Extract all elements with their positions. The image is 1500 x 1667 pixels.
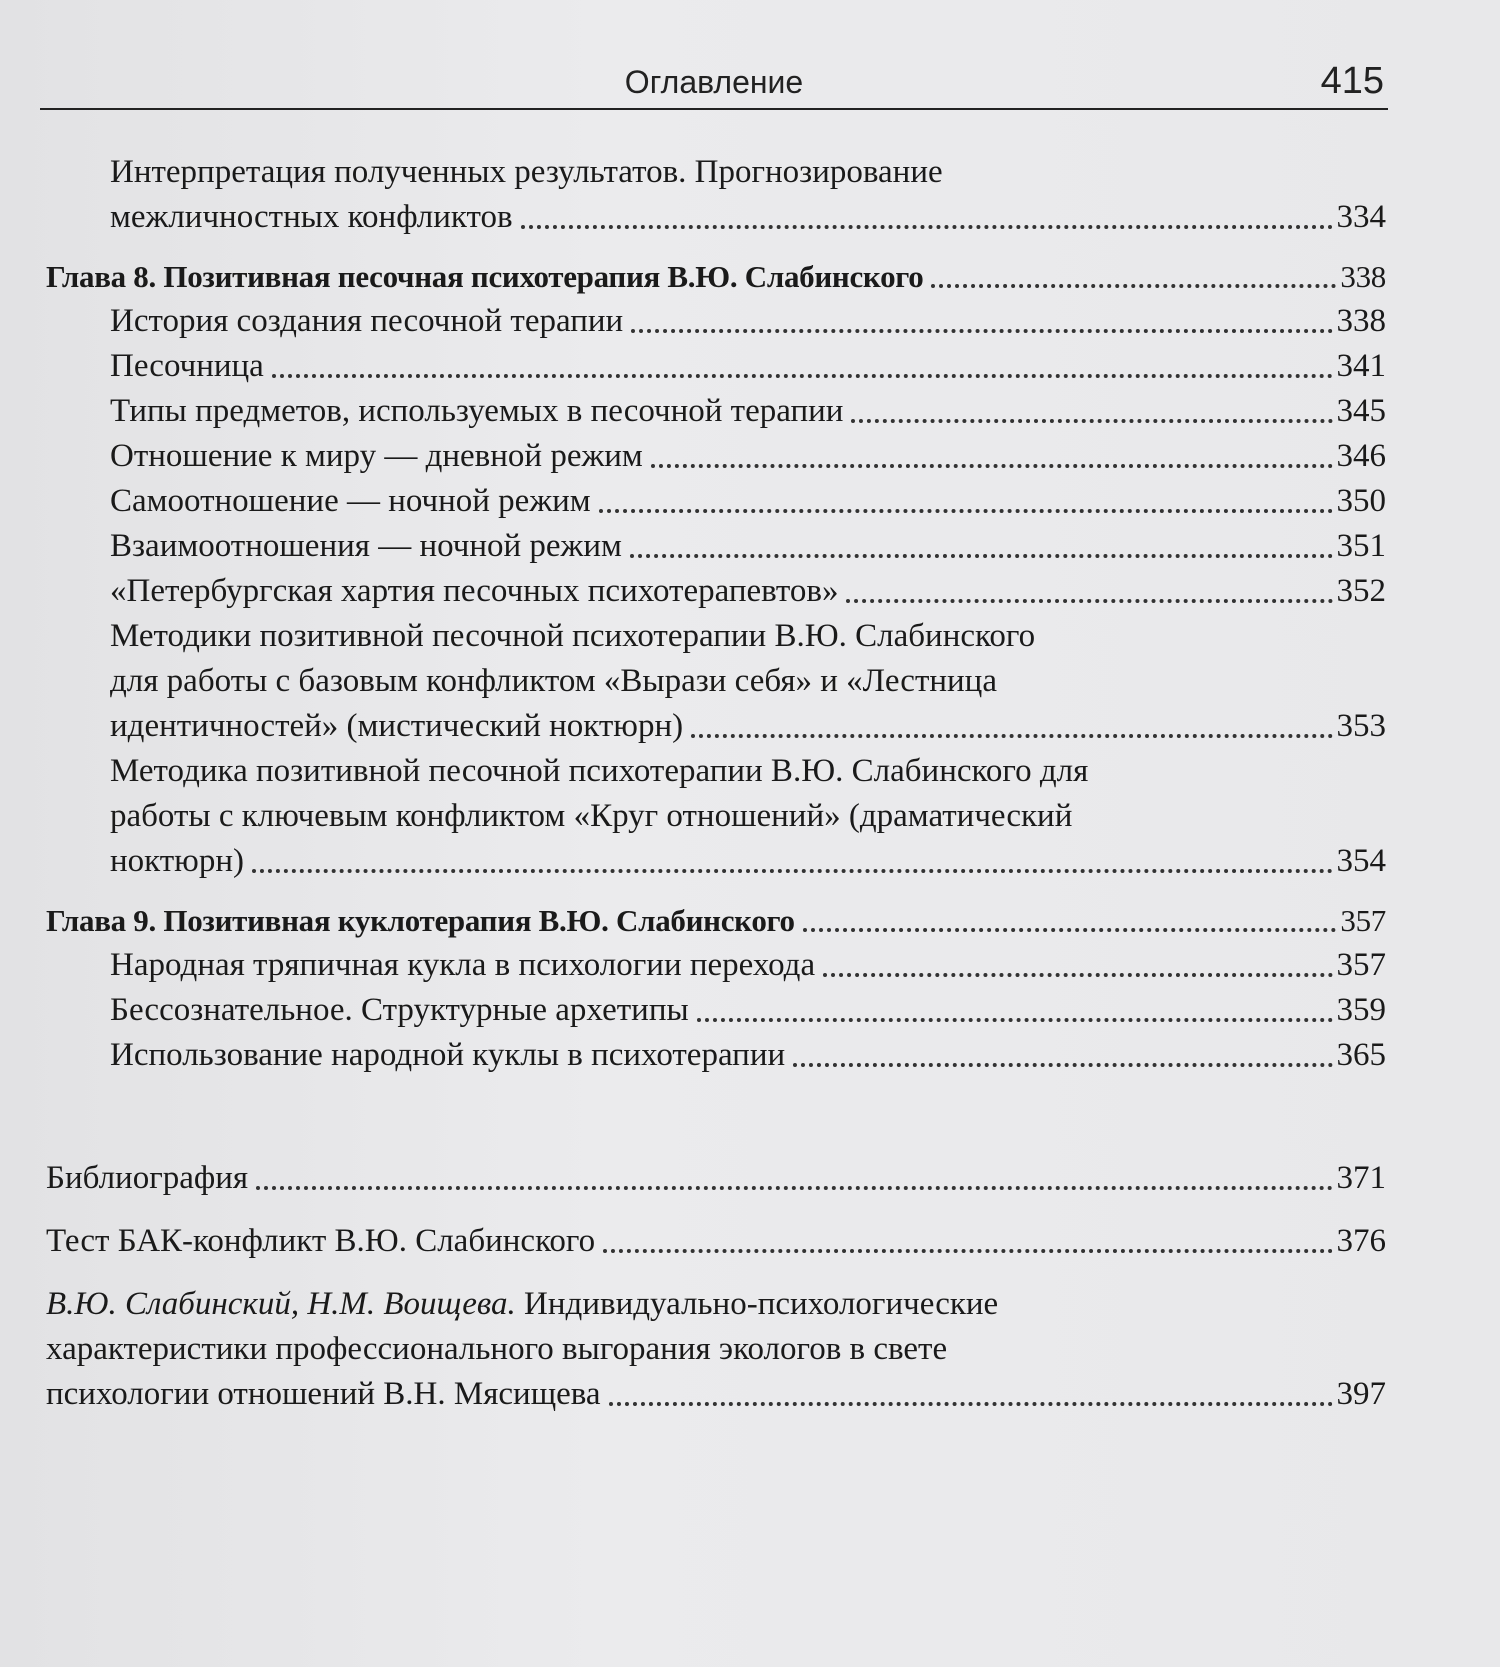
dot-leader bbox=[252, 869, 1333, 873]
toc-entry-title: межличностных конфликтов bbox=[110, 199, 513, 235]
dot-leader bbox=[603, 1249, 1332, 1253]
toc-page-number: 357 bbox=[1340, 903, 1386, 938]
toc-entry-title: Библиография bbox=[46, 1160, 249, 1196]
toc-page-number: 334 bbox=[1336, 199, 1386, 235]
toc-chapter-title: Глава 8. Позитивная песочная психотерапия В.Ю. Слабинского bbox=[46, 259, 924, 294]
toc-page-number: 345 bbox=[1336, 393, 1386, 429]
dot-leader bbox=[651, 464, 1333, 468]
toc-page-number: 338 bbox=[1336, 303, 1386, 339]
toc-entry-title: История создания песочной терапии bbox=[110, 303, 624, 339]
toc-page-number: 350 bbox=[1336, 483, 1386, 519]
toc-page-number: 338 bbox=[1340, 259, 1386, 294]
dot-leader bbox=[631, 329, 1332, 333]
dot-leader bbox=[256, 1186, 1332, 1190]
toc-page-number: 352 bbox=[1336, 573, 1386, 609]
toc-entry-title: Тест БАК-конфликт В.Ю. Слабинского bbox=[46, 1223, 596, 1259]
toc-entry[interactable] bbox=[46, 434, 1386, 479]
toc-entry-title: Отношение к миру — дневной режим bbox=[110, 438, 643, 474]
toc-chapter-title: Глава 9. Позитивная куклотерапия В.Ю. Слабинского bbox=[46, 903, 795, 938]
toc-entry[interactable] bbox=[46, 524, 1386, 569]
toc-entry-line: Интерпретация полученных результатов. Прогнозирование bbox=[110, 154, 943, 190]
toc-entry[interactable] bbox=[46, 479, 1386, 524]
toc-entry-line bbox=[46, 1282, 1386, 1327]
toc-entry-line: Методики позитивной песочной психотерапии В.Ю. Слабинского bbox=[110, 618, 1036, 654]
toc-entry[interactable] bbox=[46, 344, 1386, 389]
dot-leader bbox=[691, 734, 1332, 738]
toc-entry[interactable] bbox=[46, 988, 1386, 1033]
toc-entry-title: Бессознательное. Структурные архетипы bbox=[110, 992, 689, 1028]
toc-entry-title: психологии отношений В.Н. Мясищева bbox=[46, 1376, 601, 1412]
toc-entry-line: характеристики профессионального выгорания экологов в свете bbox=[46, 1331, 948, 1367]
dot-leader bbox=[931, 284, 1336, 288]
toc-entry[interactable] bbox=[46, 614, 1386, 749]
header-page-number: 415 bbox=[1320, 60, 1384, 102]
toc-entry-test[interactable] bbox=[46, 1219, 1386, 1264]
toc-chapter-9[interactable] bbox=[46, 898, 1386, 943]
toc-page-number: 365 bbox=[1336, 1037, 1386, 1073]
toc-page-number: 353 bbox=[1336, 708, 1386, 744]
toc-entry-bibliography[interactable] bbox=[46, 1156, 1386, 1201]
dot-leader bbox=[272, 374, 1333, 378]
toc-entry-title: идентичностей» (мистический ноктюрн) bbox=[110, 708, 684, 744]
toc-entry-title: ноктюрн) bbox=[110, 843, 244, 879]
dot-leader bbox=[851, 419, 1332, 423]
dot-leader bbox=[630, 554, 1333, 558]
dot-leader bbox=[609, 1402, 1333, 1406]
toc-entry-line: Методика позитивной песочной психотерапии В.Ю. Слабинского для bbox=[110, 753, 1089, 789]
dot-leader bbox=[697, 1018, 1333, 1022]
dot-leader bbox=[599, 509, 1333, 513]
toc-entry-title: Использование народной куклы в психотерапии bbox=[110, 1037, 786, 1073]
toc-page-number: 371 bbox=[1336, 1160, 1386, 1196]
toc-chapter-8[interactable] bbox=[46, 254, 1386, 299]
toc-page-number: 376 bbox=[1336, 1223, 1386, 1259]
table-of-contents bbox=[46, 150, 1386, 1417]
dot-leader bbox=[823, 973, 1332, 977]
toc-page-number: 351 bbox=[1336, 528, 1386, 564]
toc-entry-article[interactable] bbox=[46, 1282, 1386, 1417]
toc-entry-title: Взаимоотношения — ночной режим bbox=[110, 528, 622, 564]
toc-entry[interactable] bbox=[46, 943, 1386, 988]
toc-page-number: 354 bbox=[1336, 843, 1386, 879]
header-title: Оглавление bbox=[624, 64, 804, 100]
toc-entry-line: для работы с базовым конфликтом «Вырази себя» и «Лестница bbox=[110, 663, 997, 699]
dot-leader bbox=[521, 225, 1333, 229]
dot-leader bbox=[846, 599, 1332, 603]
toc-entry[interactable] bbox=[46, 299, 1386, 344]
toc-page-number: 359 bbox=[1336, 992, 1386, 1028]
dot-leader bbox=[803, 928, 1337, 932]
toc-page-number: 397 bbox=[1336, 1376, 1386, 1412]
toc-entry[interactable] bbox=[46, 389, 1386, 434]
toc-entry[interactable] bbox=[46, 150, 1386, 240]
toc-page-number: 346 bbox=[1336, 438, 1386, 474]
toc-entry[interactable] bbox=[46, 1033, 1386, 1078]
toc-page-number: 341 bbox=[1336, 348, 1386, 384]
dot-leader bbox=[793, 1063, 1332, 1067]
toc-entry-line: работы с ключевым конфликтом «Круг отношений» (драматический bbox=[110, 798, 1073, 834]
running-header bbox=[40, 58, 1388, 110]
article-authors: В.Ю. Слабинский, Н.М. Воищева. bbox=[46, 1286, 516, 1322]
toc-entry-title: Народная тряпичная кукла в психологии перехода bbox=[110, 947, 816, 983]
article-title-line: Индивидуально-психологические bbox=[524, 1286, 999, 1322]
toc-page-number: 357 bbox=[1336, 947, 1386, 983]
toc-entry[interactable] bbox=[46, 569, 1386, 614]
toc-entry[interactable] bbox=[46, 749, 1386, 884]
toc-entry-title: Самоотношение — ночной режим bbox=[110, 483, 591, 519]
toc-entry-title: Типы предметов, используемых в песочной терапии bbox=[110, 393, 844, 429]
toc-entry-title: Песочница bbox=[110, 348, 264, 384]
toc-entry-title: «Петербургская хартия песочных психотерапевтов» bbox=[110, 573, 839, 609]
